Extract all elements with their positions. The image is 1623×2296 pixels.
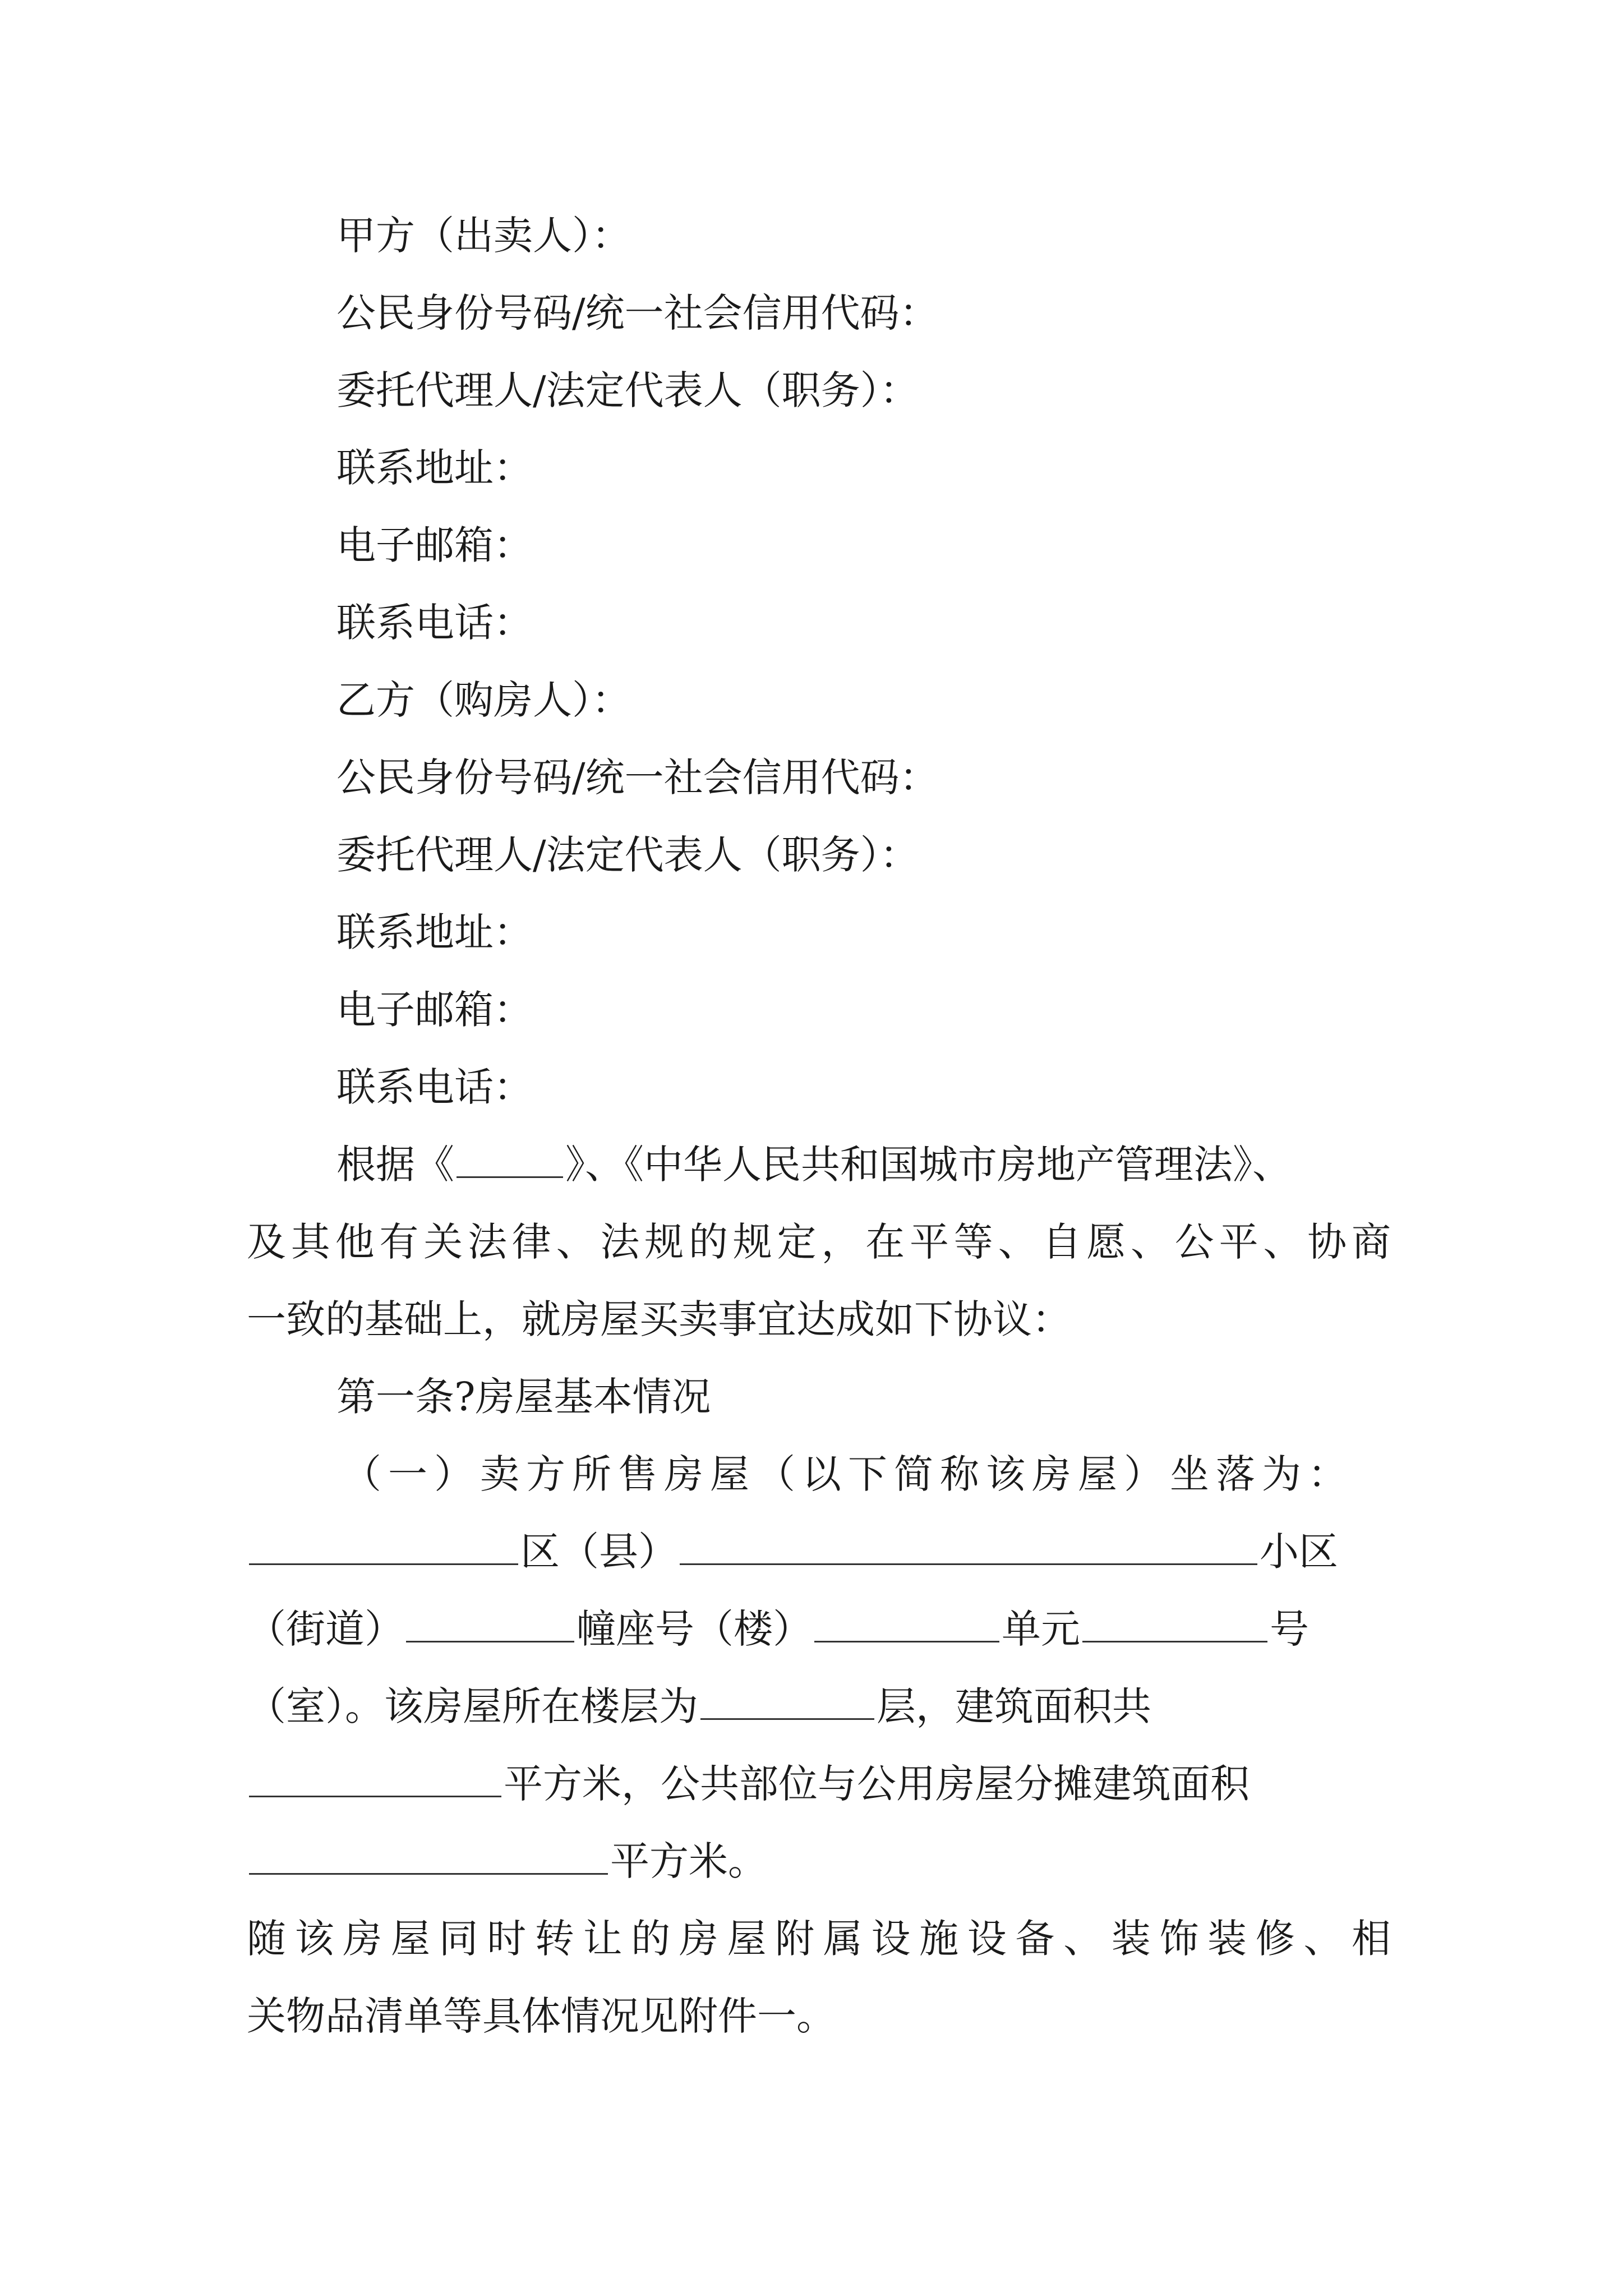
- preamble-line-2: 及其他有关法律、法规的规定，在平等、自愿、公平、协商: [247, 1219, 1391, 1265]
- location-line-1: [247, 1526, 1338, 1577]
- city-blank: [249, 1529, 518, 1565]
- annex-line-2: 关物品清单等具体情况见附件一。: [247, 1993, 836, 2039]
- unit-label: 单元: [1002, 1606, 1080, 1652]
- building-label: 幢座号（楼）: [577, 1606, 812, 1652]
- area-line-2: [247, 1836, 767, 1887]
- area-line-1: [247, 1759, 1249, 1809]
- party-b-heading: 乙方（购房人）：: [336, 677, 631, 723]
- area-blank: [249, 1761, 501, 1797]
- party-a-agent-label: 委托代理人/法定代表人（职务）：: [336, 367, 919, 413]
- location-line-2: [247, 1604, 1309, 1654]
- party-a-address-label: 联系地址：: [336, 445, 533, 491]
- preamble-text: 》、《中华人民共和国城市房地产管理法》、: [565, 1142, 1292, 1188]
- location-line-3: [247, 1681, 1151, 1732]
- party-b-id-label: 公民身份号码/统一社会信用代码：: [336, 754, 939, 800]
- street-blank: [406, 1606, 574, 1642]
- preamble-line-1: [336, 1139, 1292, 1190]
- party-b-phone-label: 联系电话：: [336, 1064, 533, 1110]
- party-b-agent-label: 委托代理人/法定代表人（职务）：: [336, 832, 919, 878]
- preamble-line-3: 一致的基础上，就房屋买卖事宜达成如下协议：: [247, 1296, 1071, 1342]
- district-blank: [680, 1529, 1257, 1565]
- party-b-address-label: 联系地址：: [336, 909, 533, 955]
- party-a-email-label: 电子邮箱：: [336, 522, 533, 568]
- area-label: 平方米，公共部位与公用房屋分摊建筑面积: [504, 1761, 1249, 1807]
- street-label: （街道）: [247, 1606, 404, 1652]
- number-label: 号: [1270, 1606, 1309, 1652]
- party-b-email-label: 电子邮箱：: [336, 987, 533, 1033]
- unit-blank: [1082, 1606, 1267, 1642]
- district-label: 区（县）: [520, 1529, 677, 1575]
- annex-line-1: 随该房屋同时转让的房屋附属设施设备、装饰装修、相: [247, 1916, 1391, 1962]
- floor-blank: [700, 1683, 874, 1720]
- shared-area-label: 平方米。: [610, 1838, 767, 1884]
- law-name-blank: [457, 1142, 563, 1178]
- preamble-text: 根据《: [336, 1142, 454, 1188]
- party-a-heading: 甲方（出卖人）：: [336, 213, 631, 259]
- shared-area-blank: [249, 1838, 608, 1875]
- floor-label: 层，建筑面积共: [877, 1683, 1151, 1729]
- article-1-title: 第一条?房屋基本情况: [336, 1374, 711, 1420]
- party-a-id-label: 公民身份号码/统一社会信用代码：: [336, 290, 939, 336]
- room-label: （室）。该房屋所在楼层为: [247, 1683, 698, 1729]
- community-label: 小区: [1260, 1529, 1338, 1575]
- building-blank: [814, 1606, 999, 1642]
- article-1-item-1: （一）卖方所售房屋（以下简称该房屋）坐落为：: [342, 1451, 1354, 1497]
- party-a-phone-label: 联系电话：: [336, 600, 533, 646]
